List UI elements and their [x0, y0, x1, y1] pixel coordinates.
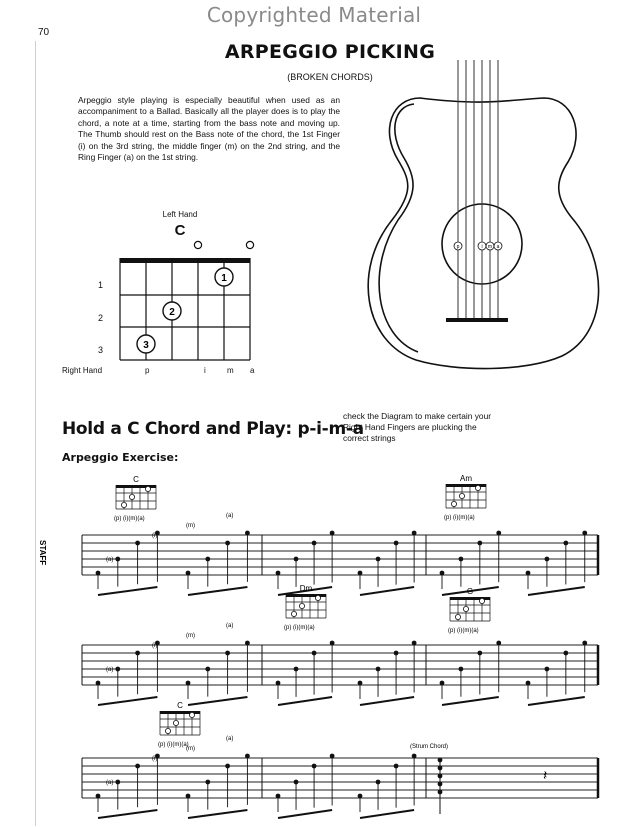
mini-chord-box [114, 475, 156, 522]
beam [98, 810, 157, 818]
mini-chord-name: C [177, 701, 183, 710]
mini-chord-name: G [466, 587, 474, 596]
fret-number: 3 [98, 345, 104, 355]
staff-label: STAFF [38, 540, 47, 566]
hold-chord-heading: Hold a C Chord and Play: p-i-m-a [62, 419, 364, 439]
quarter-rest: 𝄽 [543, 768, 548, 784]
svg-text:a: a [496, 244, 500, 250]
finger-mark: (m) [186, 523, 195, 529]
beam [278, 697, 332, 705]
copyright-watermark: Copyrighted Material [206, 3, 422, 27]
page-title: ARPEGGIO PICKING [224, 41, 436, 63]
beam [188, 587, 247, 595]
finger-mark: (a) [106, 667, 114, 673]
mini-chord-box [158, 701, 200, 748]
mini-chord-name: Dm [299, 584, 313, 593]
beam [188, 697, 247, 705]
finger-mark: (a) [226, 736, 234, 742]
check-diagram-note: check the Diagram to make certain your Right Hand Fingers are plucking the correct strings [343, 411, 492, 443]
staff-lines [82, 535, 598, 798]
svg-text:p: p [456, 244, 460, 250]
beam [528, 697, 585, 705]
finger-mark: (m) [186, 746, 195, 752]
finger-mark: (i) [152, 643, 158, 649]
finger-mark: (i) [152, 533, 158, 539]
fret-number: 2 [98, 313, 104, 323]
page-number: 70 [38, 27, 50, 38]
mini-chord-fingering: (p) (i)(m)(a) [158, 742, 189, 748]
finger-mark: (i) [152, 756, 158, 762]
beam [442, 697, 499, 705]
right-hand-finger: m [227, 366, 234, 375]
page-subtitle: (BROKEN CHORDS) [287, 72, 373, 82]
beam [360, 810, 414, 818]
right-hand-label: Right Hand [62, 366, 103, 375]
mini-chord-name: Am [460, 474, 472, 483]
exercise-heading: Arpeggio Exercise: [62, 451, 179, 464]
beam [360, 697, 414, 705]
beam [98, 587, 157, 595]
right-hand-finger: p [145, 366, 150, 375]
finger-mark: (a) [226, 513, 234, 519]
mini-chord-box [444, 474, 486, 521]
finger-mark: (m) [186, 633, 195, 639]
diagram-heading: Left Hand [162, 210, 198, 219]
finger-mark: (a) [106, 780, 114, 786]
intro-paragraph: Arpeggio style playing is especially beautiful when used as an accompaniment to a Ballad. Basically all the player does is to play the chord, a note at a time, starting from the bass note and moving up. The Thumb should rest on the Bass note of the chord, the 1st Finger (i) on the 3rd string, the middle finger (m) on the 2nd string, and the Ring Finger (a) on the 1st string. [78, 95, 340, 163]
notes [96, 531, 588, 818]
svg-text:i: i [481, 244, 483, 250]
fret-number: 1 [98, 280, 104, 290]
finger-mark: (a) [226, 623, 234, 629]
strum-chord-label: (Strum Chord) [410, 744, 449, 750]
mini-chord-box [284, 584, 326, 631]
finger-number: 3 [143, 340, 149, 351]
beam [360, 587, 414, 595]
beam [528, 587, 585, 595]
finger-number: 2 [169, 307, 175, 318]
finger-number: 1 [221, 273, 227, 284]
beam [188, 810, 247, 818]
mini-chord-name: C [133, 475, 139, 484]
chord-boxes [114, 474, 490, 748]
svg-text:m: m [487, 244, 493, 250]
finger-mark: (a) [106, 557, 114, 563]
right-hand-finger: a [250, 366, 255, 375]
beam [98, 697, 157, 705]
diagram-chord-name: C [174, 222, 186, 239]
right-hand-finger: i [204, 366, 206, 375]
mini-chord-fingering: (p) (i)(m)(a) [444, 515, 475, 521]
mini-chord-fingering: (p) (i)(m)(a) [114, 516, 145, 522]
mini-chord-fingering: (p) (i)(m)(a) [284, 625, 315, 631]
beam [278, 810, 332, 818]
mini-chord-fingering: (p) (i)(m)(a) [448, 628, 479, 634]
